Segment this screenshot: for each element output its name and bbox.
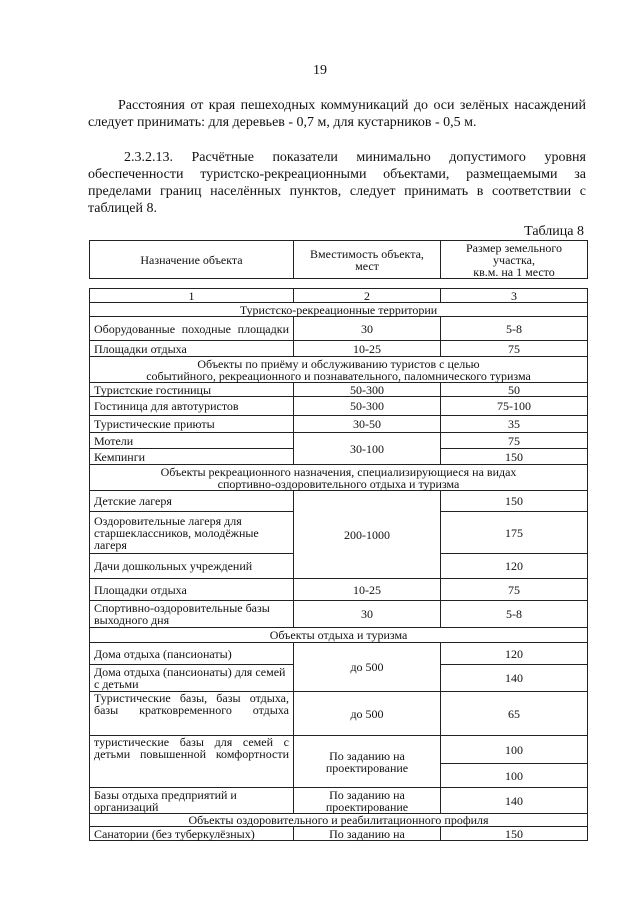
row-name: Дома отдыха (пансионаты) xyxy=(90,643,294,665)
header-area-line1: Размер земельного участка, xyxy=(466,240,562,267)
row-area: 140 xyxy=(441,665,588,692)
table-row xyxy=(90,317,588,341)
row-name: Санатории (без туберкулёзных) xyxy=(90,827,294,841)
header-area xyxy=(441,241,588,279)
row-capacity: По заданию на xyxy=(294,827,441,841)
section-line: спортивно-оздоровительного отдыха и туризма xyxy=(217,476,460,491)
header-purpose: Назначение объекта xyxy=(90,241,294,279)
row-capacity: По заданию на проектирование xyxy=(294,736,441,788)
table-row xyxy=(90,827,588,841)
row-area: 5-8 xyxy=(441,317,588,341)
page-number: 19 xyxy=(313,63,327,78)
row-capacity: 50-300 xyxy=(294,397,441,416)
row-name: Туристские гостиницы xyxy=(90,383,294,397)
table-section-row xyxy=(90,357,588,383)
row-name: Детские лагеря xyxy=(90,491,294,512)
section-tourist-reception xyxy=(90,357,588,383)
paragraph-clause-2-3-2-13: 2.3.2.13. Расчётные показатели минимально допустимого уровня обеспеченности туристско-рекреационными объектами, размещаемыми за пределами границ населённых пунктов, следует принимать в соответствии с таблицей 8. xyxy=(88,150,586,216)
table-row xyxy=(90,579,588,601)
row-name: туристические базы для семей с детьми повышенной комфортности xyxy=(90,736,294,788)
table-section-row xyxy=(90,465,588,491)
section-tourist-recreational: Туристско-рекреационные территории xyxy=(90,303,588,317)
row-area: 75 xyxy=(441,341,588,357)
header-area-line2: кв.м. на 1 место xyxy=(473,264,555,279)
row-capacity: 30-50 xyxy=(294,416,441,433)
table-row xyxy=(90,601,588,628)
col-number-2: 2 xyxy=(294,289,441,303)
header-capacity: Вместимость объекта, мест xyxy=(294,241,441,279)
row-area: 150 xyxy=(441,491,588,512)
row-area: 175 xyxy=(441,512,588,554)
table-caption: Таблица 8 xyxy=(524,224,584,239)
row-area: 150 xyxy=(441,827,588,841)
table-row xyxy=(90,397,588,416)
table-row xyxy=(90,416,588,433)
row-name: Гостиница для автотуристов xyxy=(90,397,294,416)
row-area: 65 xyxy=(441,692,588,736)
row-name: Туристические базы, базы отдыха, базы кратковременного отдыха xyxy=(90,692,294,736)
table-section-row xyxy=(90,303,588,317)
table-row xyxy=(90,433,588,449)
paragraph-distances: Расстояния от края пешеходных коммуникаций до оси зелёных насаждений следует принимать: для деревьев - 0,7 м, для кустарников - 0,5 м. xyxy=(88,98,586,130)
table-row xyxy=(90,692,588,736)
row-capacity: 30 xyxy=(294,317,441,341)
section-line: событийного, рекреационного и познавательного, паломнического туризма xyxy=(146,368,531,383)
row-area: 150 xyxy=(441,449,588,465)
row-capacity: 30 xyxy=(294,601,441,628)
table-row xyxy=(90,643,588,665)
row-name: Кемпинги xyxy=(90,449,294,465)
table-row xyxy=(90,289,588,303)
table-section-row xyxy=(90,814,588,827)
table-section-row xyxy=(90,628,588,643)
row-name: Оздоровительные лагеря для старшеклассников, молодёжные лагеря xyxy=(90,512,294,554)
row-area: 120 xyxy=(441,554,588,579)
row-area: 5-8 xyxy=(441,601,588,628)
row-name: Площадки отдыха xyxy=(90,579,294,601)
row-name: Мотели xyxy=(90,433,294,449)
row-name: Спортивно-оздоровительные базы выходного дня xyxy=(90,601,294,628)
table-row xyxy=(90,491,588,512)
table-body xyxy=(89,288,588,841)
table-header xyxy=(89,240,588,279)
row-area: 100 xyxy=(441,736,588,764)
row-capacity: до 500 xyxy=(294,692,441,736)
row-area: 75 xyxy=(441,579,588,601)
row-name: Оборудованные походные площадки xyxy=(90,317,294,341)
row-area: 75-100 xyxy=(441,397,588,416)
row-area: 35 xyxy=(441,416,588,433)
table-row xyxy=(90,736,588,764)
row-capacity: 10-25 xyxy=(294,341,441,357)
row-capacity: 30-100 xyxy=(294,433,441,465)
row-area: 100 xyxy=(441,764,588,788)
row-capacity: 200-1000 xyxy=(294,491,441,579)
row-name: Площадки отдыха xyxy=(90,341,294,357)
row-area: 75 xyxy=(441,433,588,449)
section-line: Объекты рекреационного назначения, специализирующиеся на видах xyxy=(160,464,517,479)
section-rest-tourism: Объекты отдыха и туризма xyxy=(90,628,588,643)
table-row xyxy=(90,788,588,814)
table-row xyxy=(90,383,588,397)
row-area: 120 xyxy=(441,643,588,665)
row-capacity: 50-300 xyxy=(294,383,441,397)
section-line: Объекты по приёму и обслуживанию туристов с целью xyxy=(197,356,480,371)
section-health-rehab: Объекты оздоровительного и реабилитационного профиля xyxy=(90,814,588,827)
row-name: Дачи дошкольных учреждений xyxy=(90,554,294,579)
row-name: Дома отдыха (пансионаты) для семей с детьми xyxy=(90,665,294,692)
row-capacity: По заданию на проектирование xyxy=(294,788,441,814)
section-recreational-sport xyxy=(90,465,588,491)
row-name: Туристические приюты xyxy=(90,416,294,433)
col-number-3: 3 xyxy=(441,289,588,303)
row-area: 50 xyxy=(441,383,588,397)
row-capacity: 10-25 xyxy=(294,579,441,601)
row-name: Базы отдыха предприятий и организаций xyxy=(90,788,294,814)
row-area: 140 xyxy=(441,788,588,814)
table-row xyxy=(90,341,588,357)
row-capacity: до 500 xyxy=(294,643,441,692)
col-number-1: 1 xyxy=(90,289,294,303)
